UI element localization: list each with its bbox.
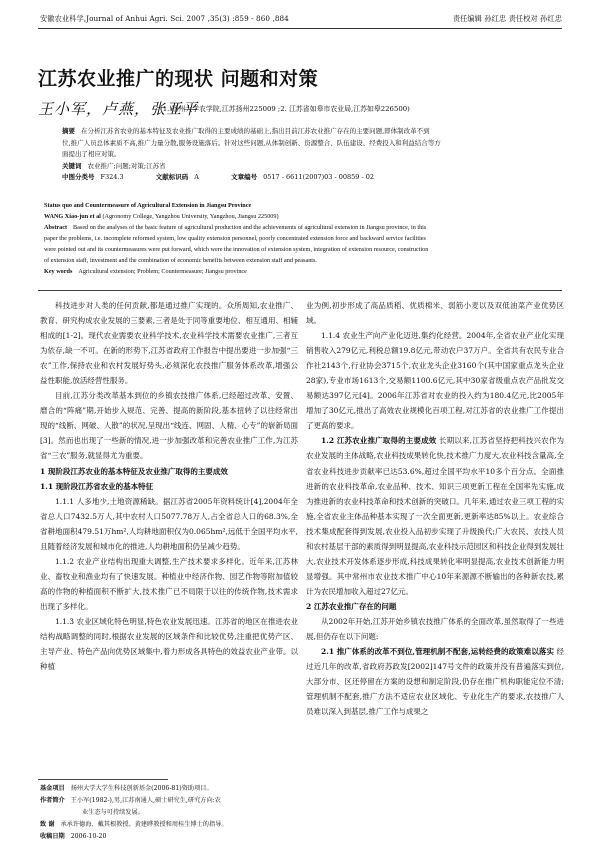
author-affiliation: (1. 扬州大学农学院,江苏扬州225009 ;2. 江苏省如皋市农业局,江苏如皋226500) <box>160 105 410 113</box>
body-right-column <box>306 298 564 719</box>
article-no-value: 0517 - 6611(2007)03 - 00859 - 02 <box>263 173 375 181</box>
received-label: 收稿日期 <box>40 833 65 840</box>
abstract-en-line3: were pointed out and its countermeasures were put forward, which were the innovation of extension system, integration of extension resource, construction <box>44 246 429 253</box>
article-no-label: 文章编号 <box>231 173 258 181</box>
fund-label: 基金项目 <box>40 785 65 792</box>
paragraph-intro-2: 目前,江苏分类改革基本到位的乡镇农技推广体系,已经超过改革、安置、磨合的“阵痛”期,开始步入规范、完善、提高的新阶段,基本扭转了以往经常出现的“线断、网破、人散”的状况,呈现出“线连、网固、人精、心专”的崭新局面[3]。然而也出现了一些新的情况,进一步加强改革和完善农业推广工作,为江苏省“三农”服务,就显得尤为重要。 <box>40 391 298 461</box>
paragraph-2-1 <box>306 644 564 719</box>
paragraph-1-1-4: 1.1.4 农业生产向产业化迈进,集约化经营。2004年,全省农业产业化实现销售收入279亿元,利税总额19.8亿元,带动农户37万户。全省共有农民专业合作社2143个,行业协会3715个,农业龙头企业3160个(其中国家重点龙头企业28家),专业市场1613个,交易额1100.6亿元,其中30家省级重点农产品批发交易额达397亿元[4]。2006年江苏省对农业的投入约为180.4亿元,比2005年增加了30亿元,推出了高效农业规模化百项工程,对江苏省的农业推广工作提出了更高的要求。 <box>306 331 564 431</box>
keywords-en-label: Key words <box>44 268 73 275</box>
abstract-zh-line3: 面提出了相应对策。 <box>62 150 121 158</box>
authors-en: WANG Xiao-jun et al <box>44 213 101 220</box>
abstract-en-line1: Based on the analyses of the basic feature of agricultural production and the achievements of agricultural extension in Jiangsu province, in this <box>73 224 427 231</box>
paragraph-1-2-text: 长期以来,江苏省坚持把科技兴农作为农业发展的主体战略,农业科技成果转化快,技术推广力度大,农业科技含量高,全省农业科技进步贡献率已达53.6%,超过全国平均水平10多个百分点。全面推进新的农业科技革命,农业品种、技术、知识三项更新工程在全国率先实施,成为推进新的农业科技革命和技术创新的突破口。几年来,通过农业三项工程的实施,全省农业主体品种基本实现了一次全面更新,更新率达85%以上。农业综合技术集成配套得到发展,农业投入品初步实现了升级换代;广大农民、农技人员和农村基层干部的素质得到明显提高,农业科技示范园区和科技企业得到发展壮大,农业技术开发体系逐步形成,科技成果转化率明显提高,农业技术创新能力明显增强。其中常州市农业技术推广中心10年来源源不断输出的各种新农技,累计为农民增加收入超过27亿元。 <box>306 436 564 596</box>
paragraph-1-1-1: 1.1.1 人多地少,土地资源稀缺。据江苏省2005年资料统计[4],2004年全省总人口7432.5万人,其中农村人口5077.78万人,占全省总人口的68.3%,全省耕地面积479.51万hm²,人均耕地面积仅为0.065hm²,远低于全国平均水平,且随着经济发展和城市化的推进,人均耕地面积仍呈减少趋势。 <box>40 496 298 551</box>
clc-value: F324.3 <box>100 173 124 181</box>
footnote-rule <box>38 779 168 780</box>
author-bio-value-1: 王小军(1982-),男,江苏南通人,硕士研究生,研究方向:农 <box>70 797 221 804</box>
paragraph-1-1-3: 1.1.3 农业区域化特色明显,特色农业发展迅速。江苏省的地区在推进农业结构战略调整的同时,根据农业发展的区域条件和比较优势,注重把优势产区、主导产业、特色产品向优势区域集中,着力形成各具特色的效益农业产业带。以种植 <box>40 616 298 672</box>
abstract-zh-label: 摘要 <box>62 127 75 135</box>
abstract-zh-line2: 位,推广人员总体素质不高,推广力量分散,服务设施落后。针对这些问题,从体制创新、资源整合、队伍建设、经费投入和利益结合等方 <box>62 138 441 147</box>
thanks-label: 致 谢 <box>40 821 55 828</box>
subsection-heading-1-2: 1.2 江苏农业推广取得的主要成效 <box>321 436 437 446</box>
paragraph-1-1-2: 1.1.2 农业产业结构出现重大调整,生产技术要求多样化。近年来,江苏林业、畜牧业和渔业均有了快速发展。种植业中经济作物、园艺作物等附加值较高的作物的种植面积不断扩大,技术推广已不局限于以往的传统作物,技术需求出现了多样化。 <box>40 556 298 611</box>
doc-code-label: 文献标识码 <box>155 173 189 181</box>
doc-code-value: A <box>194 173 199 181</box>
subsection-heading-2-1: 2.1 推广体系的改革不到位,管理机制不配套,运转经费的政策难以落实 <box>321 647 555 657</box>
authors: 王小军，卢燕，张亚平 <box>38 100 199 118</box>
clc-label: 中图分类号 <box>62 173 95 181</box>
section-heading-2: 2 江苏农业推广存在的问题 <box>306 601 397 611</box>
paper-title: 江苏农业推广的现状 问题和对策 <box>38 68 319 90</box>
received-value: 2006-10-20 <box>70 833 107 840</box>
author-bio-value-2: 业生态与可持续发展。 <box>82 809 144 816</box>
affiliation-en: (Agronomy College, Yangzhou University, Yangzhou, Jiangsu 225009) <box>102 213 279 220</box>
abstract-en-line4: of extension staff, investment and the combination of economic benefits between extension staff and peasants. <box>44 257 317 264</box>
section-heading-1: 1 现阶段江苏农业的基本特征及农业推广取得的主要成效 <box>40 466 228 476</box>
abstract-en-line2: paper the problems, i.e. incomplete reformed system, low quality extension personnel, poorly concentrated extension force and backward service facilities <box>44 235 426 242</box>
title-en: Status quo and Countermeasure of Agricultural Extension in Jiangsu Province <box>44 202 252 209</box>
abstract-zh <box>62 126 562 184</box>
paragraph-intro-1: 科技进步对人类的任何贡献,都是通过推广实现的。众所周知,农业推广、教育、研究构成农业发展的三要素,三者是处于同等重要地位、相互通用、相辅相成的[1-2]。现代农业需要农业科学技术,农业科学技术需要农业推广,三者互为依存,缺一不可。在新的形势下,江苏省政府工作报告中提出要进一步加强“三农”工作,保持农业和农村发展好势头,必须深化农技推广服务体系改革,增强公益性职能,放活经营性服务。 <box>40 301 298 386</box>
keywords-zh: 农业推广;问题;对策;江苏省 <box>87 161 166 170</box>
header-rule <box>38 28 562 29</box>
paragraph-2-1-text: 经过近几年的改革,省政府苏政发[2002]147号文件的政策并没有普遍落实到位,大部分市、区还停留在方案的设想和制定阶段,仍存在推广机构职能定位不清;管理机制不配套,推广方法不适应农业区域化、专业化生产的要求,农技推广人员难以深入到基层,推广工作与成果之 <box>306 647 564 717</box>
fund-value: 扬州大学大学生科技创新基金(2006-81)资助项目。 <box>70 785 213 792</box>
paragraph-1-2 <box>306 433 564 599</box>
keywords-zh-label: 关键词 <box>62 161 82 170</box>
author-bio-label: 作者简介 <box>40 797 65 804</box>
editor-header: 责任编辑 孙红忠 责任校对 孙红忠 <box>452 14 562 23</box>
classification-row <box>62 172 562 184</box>
abstract-rule <box>38 290 562 291</box>
paragraph-continued: 业为例,初步形成了高品质稻、优质棉米、弱筋小麦以及双低油菜产业优势区域。 <box>306 301 564 326</box>
body-left-column <box>40 298 298 674</box>
subsection-heading-1-1: 1.1 现阶段江苏省农业的基本特征 <box>40 481 154 491</box>
journal-header: 安徽农业科学,Journal of Anhui Agri. Sci. 2007 ,35(3) :859 - 860 ,884 <box>40 14 289 23</box>
keywords-en: Agricultural extension; Problem; Countermeasure; Jiangsu province <box>78 268 247 275</box>
abstract-en-label: Abstract <box>44 224 68 231</box>
abstract-zh-line1: 在分析江苏省农业的基本特征及农业推广取得的主要成绩的基础上,指出目前江苏农业推广存在的主要问题,即体制改革不到 <box>81 127 430 135</box>
footnotes <box>40 783 298 843</box>
abstract-en <box>44 200 564 277</box>
thanks-value: 承承许德海、戴其根教授、黄建晔教授和周桂生博士的指导。 <box>60 821 228 828</box>
paragraph-2-intro: 从2002年开始,江苏开始乡镇农技推广体系的全面改革,虽然取得了一些进展,但仍存在以下问题: <box>306 616 564 642</box>
